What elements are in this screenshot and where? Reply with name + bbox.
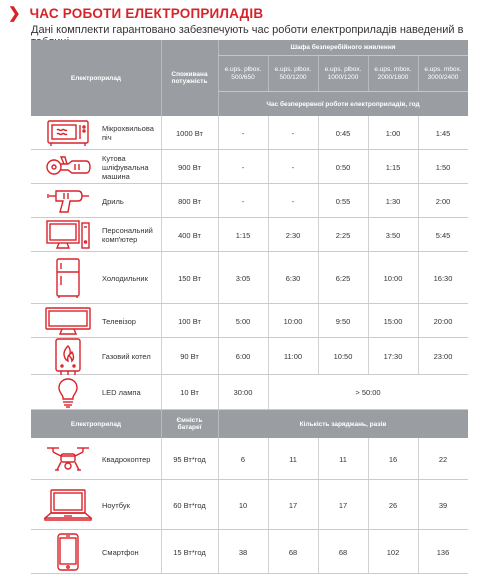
table-value: - (241, 162, 245, 172)
device-name: Мікрохвильова піч (102, 124, 154, 142)
device-name: Холодильник (102, 273, 148, 283)
laptop-icon (43, 480, 93, 530)
device-power: 800 Вт (178, 196, 201, 206)
table-value: 9:50 (335, 316, 351, 326)
header-power: Споживана потужність (171, 71, 208, 85)
runtime-table-header (31, 40, 468, 116)
device-name: Ноутбук (102, 500, 130, 510)
table-value: 1:15 (385, 162, 401, 172)
header-device-2: Електроприлад (70, 420, 122, 428)
table-value: 68 (338, 547, 348, 557)
table-value: 102 (386, 547, 400, 557)
runtime-table-body (31, 116, 468, 410)
microwave-icon (43, 116, 93, 150)
table-row (31, 184, 468, 218)
device-name: Квадрокоптер (102, 454, 151, 464)
table-value: 11:00 (283, 352, 303, 361)
table-value: 38 (238, 547, 248, 557)
table-value: 11 (289, 454, 297, 464)
table-value: 136 (436, 547, 450, 557)
header-ups-model: e.ups. plbox. 1000/1200 (324, 65, 362, 81)
device-power: 15 Вт*год (173, 547, 206, 557)
table-value: - (241, 196, 245, 206)
charges-table-header (31, 410, 468, 438)
table-row (31, 338, 468, 375)
header-capacity: Ємність батареї (176, 417, 203, 431)
device-name: Газовий котел (102, 352, 151, 361)
table-value: 2:00 (435, 196, 451, 206)
table-value: 20:00 (433, 316, 453, 326)
chevron-right-icon: ❯ (8, 4, 21, 22)
device-power: 95 Вт*год (173, 454, 206, 464)
table-value: 0:45 (335, 128, 351, 138)
device-name: Дриль (102, 196, 124, 206)
table-value: - (291, 196, 295, 206)
table-value: 10:00 (283, 316, 303, 326)
runtime-table (31, 40, 468, 574)
header-runtime-label: Час безперервної роботи електроприладів, год (266, 100, 420, 108)
television-icon (43, 304, 93, 338)
header-ups-model: e.ups. plbox. 500/1200 (274, 65, 312, 81)
table-row (31, 218, 468, 252)
page-subtitle: Дані комплекти гарантовано забезпечують час роботи електроприладів наведений в (31, 24, 464, 36)
table-row (31, 304, 468, 338)
refrigerator-icon (43, 252, 93, 304)
table-value: 16 (388, 454, 398, 464)
table-value: 6:30 (285, 273, 301, 283)
header-ups-model: e.ups. mbox. 3000/2400 (424, 65, 462, 81)
table-value: 1:30 (385, 196, 401, 206)
table-value: 2:30 (285, 230, 301, 240)
table-value: 17:30 (383, 352, 403, 361)
device-power: 900 Вт (178, 162, 201, 172)
table-row (31, 480, 468, 530)
device-name: Персональний комп'ютер (102, 226, 153, 244)
table-value: 39 (438, 500, 448, 510)
quadcopter-icon (43, 438, 93, 480)
table-value: 1:15 (235, 230, 251, 240)
device-name: Смартфон (102, 547, 139, 557)
table-row (31, 438, 468, 480)
table-value: 16:30 (433, 273, 453, 283)
table-row (31, 375, 468, 410)
table-row (31, 150, 468, 184)
header-ups-model: e.ups. mbox. 2000/1800 (374, 65, 412, 81)
header-device: Електроприлад (70, 74, 122, 82)
device-power: 10 Вт (180, 388, 199, 397)
charges-table-body (31, 438, 468, 574)
device-name: LED лампа (102, 388, 141, 397)
light-bulb-icon (43, 375, 93, 410)
table-value: 0:55 (335, 196, 351, 206)
desktop-computer-icon (43, 218, 93, 252)
table-value: 23:00 (433, 352, 453, 361)
table-value: 11 (339, 454, 347, 464)
table-row (31, 116, 468, 150)
device-power: 150 Вт (178, 273, 201, 283)
table-value: 15:00 (383, 316, 403, 326)
device-name: Кутова шліфувальна машина (102, 153, 149, 181)
device-power: 60 Вт*год (173, 500, 206, 510)
drill-icon (43, 184, 93, 218)
table-value: - (291, 128, 295, 138)
table-value: 1:45 (435, 128, 451, 138)
table-value: 22 (438, 454, 448, 464)
header-ups-model: e.ups. plbox. 500/650 (224, 65, 262, 81)
table-value: 3:50 (385, 230, 401, 240)
device-power: 1000 Вт (176, 128, 203, 138)
runtime-value: 30:00 (233, 388, 253, 397)
header-ups-group: Шафа безперебійного живлення (290, 44, 396, 51)
table-value: - (241, 128, 245, 138)
table-value: 10:50 (333, 352, 353, 361)
runtime-value-merged: > 50:00 (355, 388, 381, 397)
table-value: 0:50 (335, 162, 351, 172)
gas-boiler-icon (43, 338, 93, 375)
table-value: 6:00 (235, 352, 251, 361)
device-power: 90 Вт (180, 352, 199, 361)
table-value: 10:00 (383, 273, 403, 283)
device-power: 400 Вт (178, 230, 201, 240)
page-title: ЧАС РОБОТИ ЕЛЕКТРОПРИЛАДІВ (29, 5, 264, 21)
table-value: 5:00 (235, 316, 251, 326)
table-value: 68 (288, 547, 298, 557)
device-name: Телевізор (102, 316, 136, 326)
table-value: 17 (338, 500, 348, 510)
table-value: 2:25 (335, 230, 351, 240)
table-value: 6:25 (335, 273, 351, 283)
table-value: 10 (238, 500, 248, 510)
table-row (31, 530, 468, 574)
table-value: 1:00 (385, 128, 401, 138)
table-value: 1:50 (435, 162, 451, 172)
header-charges-label: Кількість заряджань, разів (299, 420, 387, 428)
table-value: 17 (288, 500, 298, 510)
smartphone-icon (43, 530, 93, 574)
page-title-block (8, 5, 263, 21)
table-value: 5:45 (435, 230, 451, 240)
table-value: 3:05 (235, 273, 251, 283)
table-value: - (291, 162, 295, 172)
table-value: 26 (388, 500, 398, 510)
angle-grinder-icon (43, 150, 93, 184)
device-power: 100 Вт (178, 316, 201, 326)
table-value: 6 (240, 454, 246, 464)
table-row (31, 252, 468, 304)
